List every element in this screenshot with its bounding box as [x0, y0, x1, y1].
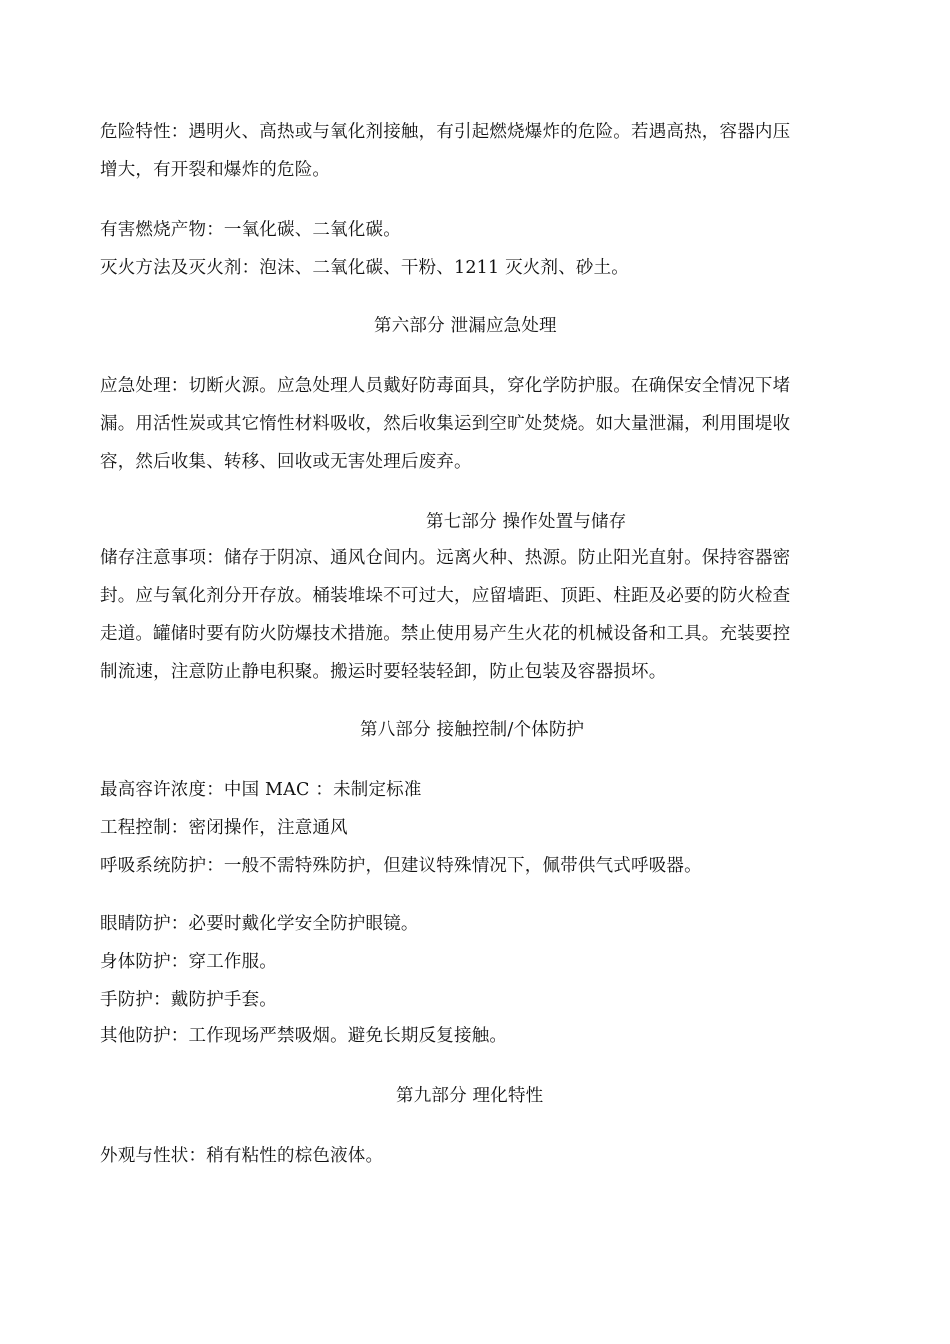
section-9-title: 第九部分 理化特性	[396, 1086, 544, 1106]
respiratory-protection: 呼吸系统防护：一般不需特殊防护，但建议特殊情况下，佩带供气式呼吸器。	[100, 856, 702, 876]
section-6-line-3: 容，然后收集、转移、回收或无害处理后废弃。	[100, 452, 472, 472]
section-6-title: 第六部分 泄漏应急处理	[374, 316, 557, 336]
section-7-title: 第七部分 操作处置与储存	[426, 512, 627, 532]
combustion-products: 有害燃烧产物：一氧化碳、二氧化碳。	[100, 220, 401, 240]
other-protection: 其他防护：工作现场严禁吸烟。避免长期反复接触。	[100, 1026, 508, 1046]
extinguishing-methods: 灭火方法及灭火剂：泡沫、二氧化碳、干粉、1211 灭火剂、砂土。	[100, 258, 629, 278]
fire-hazard-line-1: 危险特性：遇明火、高热或与氧化剂接触，有引起燃烧爆炸的危险。若遇高热，容器内压	[100, 122, 791, 142]
eye-protection: 眼睛防护：必要时戴化学安全防护眼镜。	[100, 914, 419, 934]
body-protection: 身体防护：穿工作服。	[100, 952, 277, 972]
section-8-title: 第八部分 接触控制/个体防护	[360, 720, 585, 740]
engineering-control: 工程控制：密闭操作，注意通风	[100, 818, 348, 838]
section-7-line-4: 制流速，注意防止静电积聚。搬运时要轻装轻卸，防止包装及容器损坏。	[100, 662, 667, 682]
max-allowable-concentration: 最高容许浓度：中国 MAC ：未制定标准	[100, 780, 422, 800]
section-7-line-2: 封。应与氧化剂分开存放。桶装堆垛不可过大，应留墙距、顶距、柱距及必要的防火检查	[100, 586, 791, 606]
hand-protection: 手防护：戴防护手套。	[100, 990, 277, 1010]
section-7-line-3: 走道。罐储时要有防火防爆技术措施。禁止使用易产生火花的机械设备和工具。充装要控	[100, 624, 791, 644]
section-6-line-2: 漏。用活性炭或其它惰性材料吸收，然后收集运到空旷处焚烧。如大量泄漏，利用围堤收	[100, 414, 791, 434]
section-6-line-1: 应急处理：切断火源。应急处理人员戴好防毒面具，穿化学防护服。在确保安全情况下堵	[100, 376, 791, 396]
section-7-line-1: 储存注意事项：储存于阴凉、通风仓间内。远离火种、热源。防止阳光直射。保持容器密	[100, 548, 791, 568]
fire-hazard-line-2: 增大，有开裂和爆炸的危险。	[100, 160, 331, 180]
appearance-and-properties: 外观与性状：稍有粘性的棕色液体。	[100, 1146, 384, 1166]
